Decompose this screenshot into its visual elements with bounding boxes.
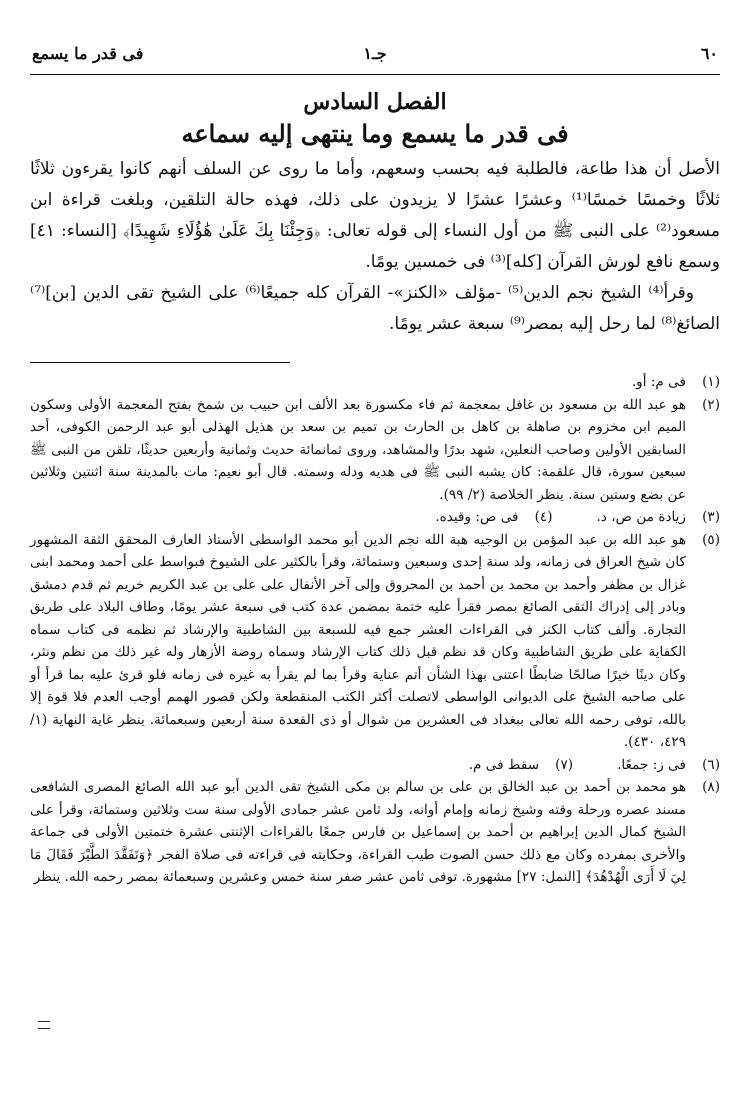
footnote xyxy=(30,371,720,394)
footnote xyxy=(469,754,573,777)
footnote-text: هو محمد بن أحمد بن عبد الخالق بن على بن سالم بن مكى الشيخ تقى الدين أبو عبد الله الصائغ المصرى الشافعى مسند عصره ورحلة وقته وشيخ زمانه وإمام أوانه، ولد ثامن عشر جمادى الأولى سنة ست وثلاثين وستمائة، وقرأ على الشيخ كمال الدين إبراهيم بن أحمد بن إسماعيل بن فارس جمعًا بالقراءات الإثنتى عشرة ختمتين الأولى فى جماعة والأخرى بمفرده وكان مع ذلك حسن الصوت طيب القراءة، وحكايته فى قراءته فى صلاة الفجر ﴿وَتَفَقَّدَ الطَّيْرَ فَقَالَ مَا لِيَ لَا أَرَى الْهُدْهُدَ﴾ [النمل: ٢٧] مشهورة. توفى ثامن عشر صفر سنة خمس وعشرين وسبعمائة بمصر رحمه الله. ينظر xyxy=(30,779,686,885)
footnote-number: (٧) xyxy=(555,756,574,773)
running-header xyxy=(30,40,720,75)
footnote xyxy=(30,529,720,754)
main-text xyxy=(30,154,720,340)
footnote-text: فى م: أو. xyxy=(631,374,686,390)
volume-label: جـ١ xyxy=(363,44,387,63)
footnote-text: هو عبد الله بن مسعود بن غافل بمعجمة ثم فاء مكسورة بعد الألف ابن حبيب بن شمخ بفتح المعجمة الأولى وسكون الميم ابن مخزوم بن صاهلة بن كاهل بن الحارث بن تميم بن سعد بن هذيل الهذلى أبو عبد الرحمن الكوفى، أحد السابقين الأولين وصاحب النعلين، شهد بدرًا والمشاهد، وروى ثمانمائة حديث وثمانية وأربعين حديثًا، تلقن من النبى ﷺ سبعين سورة، قال علقمة: كان يشبه النبى ﷺ فى هديه ودله وسمته. قال أبو نعيم: مات بالمدينة سنة اثنتين وثلاثين عن بضع وستين سنة. ينظر الخلاصة (٢/ ٩٩). xyxy=(30,396,686,503)
footnote-number: (١) xyxy=(702,374,720,390)
footnote-text: فى ز: جمعًا. xyxy=(617,756,686,773)
footnote-separator xyxy=(30,362,290,363)
footnote-pair xyxy=(30,754,720,777)
book-page xyxy=(30,40,720,889)
footnote xyxy=(30,776,720,889)
footnote-text: فى ص: وقيده. xyxy=(435,509,519,525)
footnote-number: (٢) xyxy=(702,396,720,413)
footnote-number: (٥) xyxy=(702,531,720,548)
footnote-number: (٦) xyxy=(702,756,720,773)
footnote xyxy=(597,506,720,529)
running-title: فى قدر ما يسمع xyxy=(32,44,144,63)
chapter-heading: الفصل السادس xyxy=(303,89,447,115)
page-number: ٦٠ xyxy=(700,44,718,63)
footnote-text: سقط فى م. xyxy=(468,756,540,773)
body-paragraph: وقرأ⁽⁴⁾ الشيخ نجم الدين⁽⁵⁾ -مؤلف «الكنز»- القرآن كله جميعًا⁽⁶⁾ على الشيخ تقى الدين [بن]⁽⁷⁾ الصائغ⁽⁸⁾ لما رحل إليه بمصر⁽⁹⁾ سبعة عشر يومًا. xyxy=(30,283,720,334)
footnote-text: زيادة من ص، د. xyxy=(596,509,686,525)
chapter-title: فى قدر ما يسمع وما ينتهى إليه سماعه xyxy=(181,119,569,148)
footnote-number: (٣) xyxy=(702,509,720,525)
footnote-text: هو عبد الله بن عبد المؤمن بن الوجيه هبة الله نجم الدين أبو محمد الواسطى الأستاذ العارف المحقق الثقة المشهور كان شيخ العراق فى زمانه، ولد سنة إحدى وسبعين وستمائة، وقرأ بالكثير على الشيوخ فبواسط على أحمد ومحمد ابنى غزال بن مظفر وأحمد بن محمد بن أحمد بن المحروق وإلى آخر الأنفال على على بن عبد الكريم خريم ثم قدم دمشق وبادر إلى إدراك التقى الصائغ بمصر فقرأ عليه ختمة بمضمن عدة كتب فى سبعة عشر يومًا، وطاف البلاد على طريق التجارة. وألف كتاب الكنز فى القراءات العشر جمع فيه للسبعة بين الشاطبية والإرشاد ثم نظمه فى كتاب سماه الكفاية على طريق الشاطبية وكان قد نظم قبل ذلك كتاب الإرشاد وسماه روضة الأزهار وله غير ذلك من نظم ونثر، وكان دينًا خيرًا صالحًا ضابطًا اعتنى بهذا الشأن أتم عناية وقرأ بما لم يقرأ به غيره فى زمانه فلو قرئ عليه بما قرأ أو على صاحبه الشيخ على الديوانى الواسطى لاتصلت أكثر الكتب المنقطعة ولكن قصور الهمم أوجب العدم فلا قوة إلا بالله، توفى رحمه الله تعالى ببغداد فى العشرين من شوال أو ذى القعدة سنة أربعين وسبعمائة. ينظر غاية النهاية (١/ ٤٢٩، ٤٣٠). xyxy=(30,531,686,750)
footnote-number: (٤) xyxy=(534,509,553,525)
margin-mark xyxy=(38,1021,50,1029)
footnote xyxy=(30,394,720,507)
body-paragraph: الأصل أن هذا طاعة، فالطلبة فيه بحسب وسعهم، وأما ما روى عن السلف أنهم كانوا يقرءون ثلاثًا ثلاثًا وخمسًا خمسًا⁽¹⁾ وعشرًا عشرًا لا يزيدون على ذلك، فهذه حالة التلقين، وبلغت قراءة ابن مسعود⁽²⁾ على النبى ﷺ من أول النساء إلى قوله تعالى: ﴿وَجِئْنَا بِكَ عَلَىٰ هَٰؤُلَاءِ شَهِيدًا﴾ [النساء: ٤١] وسمع نافع لورش القرآن [كله]⁽³⁾ فى خمسين يومًا. xyxy=(30,159,721,272)
footnote-number: (٨) xyxy=(702,779,720,795)
footnote xyxy=(435,506,552,529)
footnotes xyxy=(30,371,720,889)
footnote-pair xyxy=(30,506,720,529)
footnote xyxy=(617,754,720,777)
